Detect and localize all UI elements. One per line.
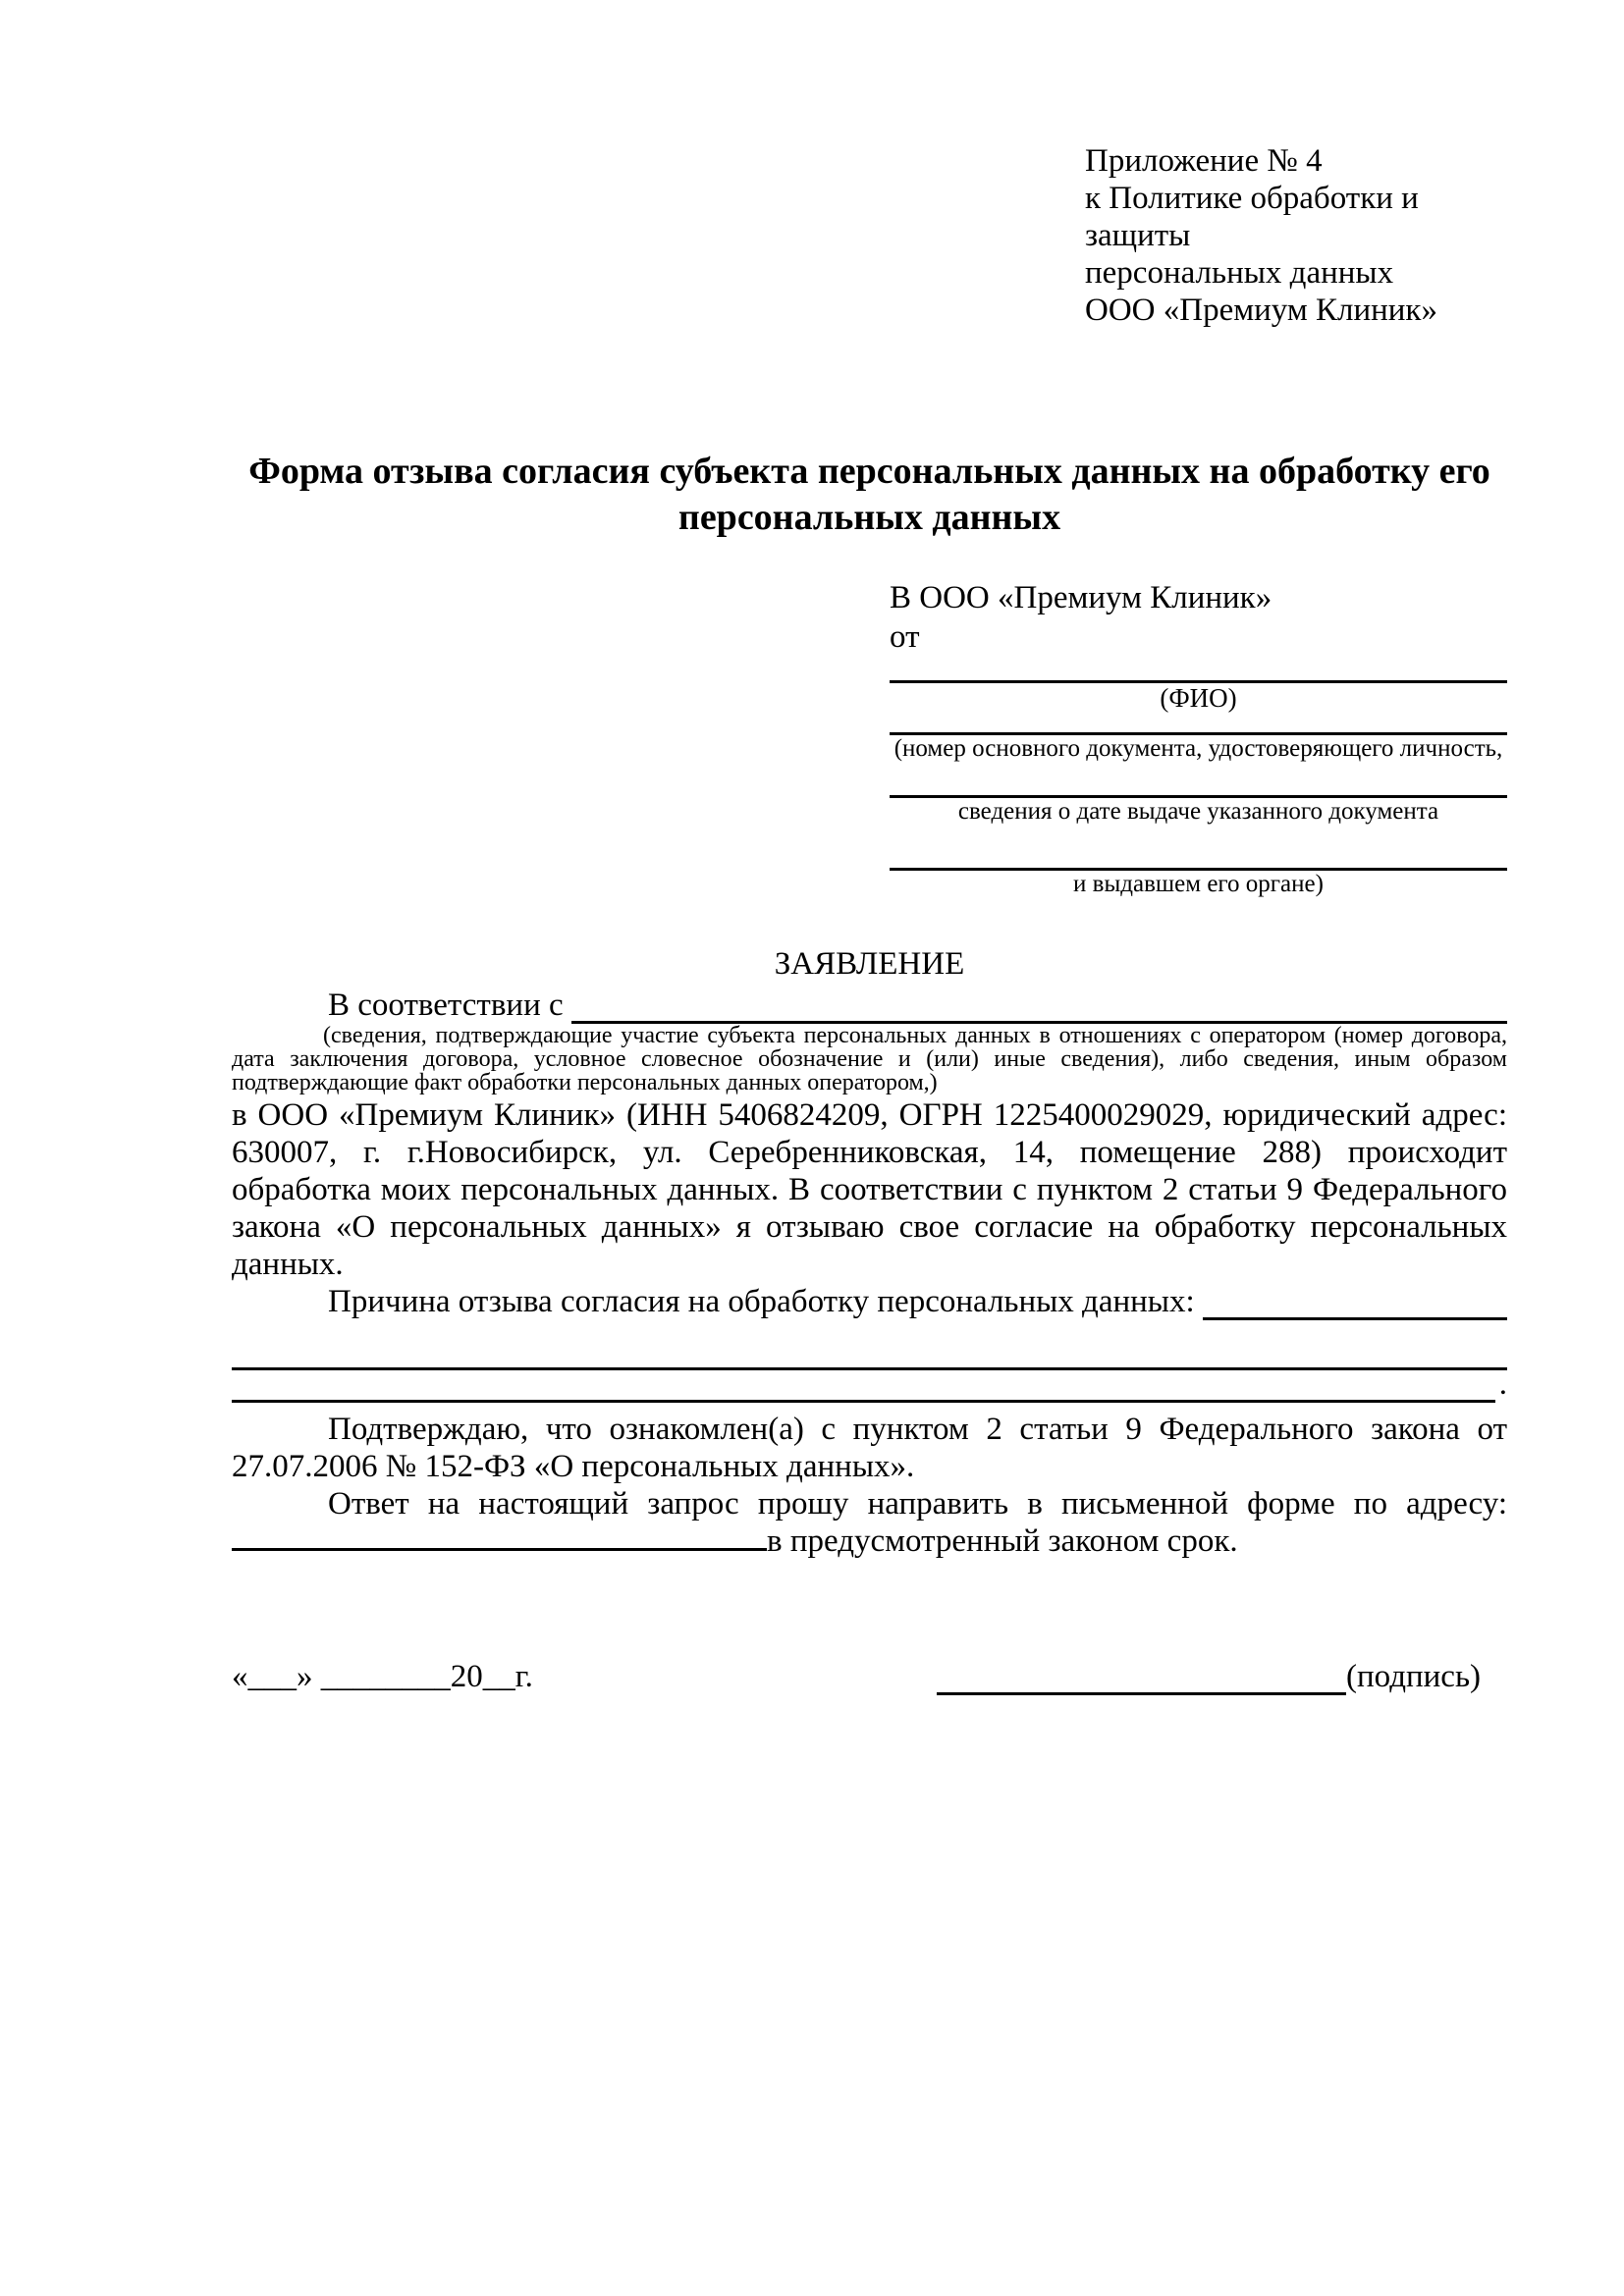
intro-footnote: (сведения, подтверждающие участие субъекта персональных данных в отношениях с оператором (номер договора, дата заключения договора, условное словесное обозначение и (или) иные сведения), либо сведения, иным образом подтверждающие факт обработки персональных данных оператором,) [232, 1023, 1507, 1095]
form-title: Форма отзыва согласия субъекта персональных данных на обработку его персональных данных [248, 451, 1490, 538]
reply-address-line [232, 1522, 1507, 1560]
reply-suffix: в предусмотренный законом срок. [767, 1523, 1238, 1559]
main-paragraph: в ООО «Премиум Клиник» (ИНН 5406824209, ОГРН 1225400029029, юридический адрес: 630007, г. г.Новосибирск, ул. Серебренниковская, 14, помещение 288) происходит обработка моих персональных данных. В соответствии с пунктом 2 статьи 9 Федерального закона «О персональных данных» я отзываю свое согласие на обработку персональных данных. [232, 1097, 1507, 1282]
issuing-authority-label: и выдавшем его органе) [1073, 871, 1324, 897]
appendix-note [1085, 142, 1507, 329]
issue-date-label: сведения о дате выдаче указанного документа [957, 798, 1439, 825]
appendix-line: Приложение № 4 [1085, 143, 1323, 179]
appendix-line: к Политике обработки и защиты [1085, 181, 1419, 253]
reason-line [232, 1283, 1507, 1320]
reply-address-paragraph: Ответ на настоящий запрос прошу направить в письменной форме по адресу: [328, 1486, 1507, 1522]
confirmation-paragraph: Подтверждаю, что ознакомлен(а) с пунктом 2 статьи 9 Федерального закона от 27.07.2006 № 152-ФЗ «О персональных данных». [232, 1412, 1507, 1484]
doc-number-label: (номер основного документа, удостоверяющего личность, [893, 735, 1503, 762]
signature-row [232, 1658, 1507, 1695]
intro-line [232, 987, 1507, 1024]
addressee-block [890, 578, 1507, 898]
reason-label: Причина отзыва согласия на обработку персональных данных: [328, 1284, 1195, 1319]
date-line: «___» ________20__г. [232, 1659, 533, 1694]
intro-prefix: В соответствии с [328, 988, 564, 1023]
appendix-line: ООО «Премиум Клиник» [1085, 293, 1437, 328]
reason-blank-line-fill [232, 1370, 1495, 1403]
reply-address-blank-line [232, 1548, 767, 1551]
signature-blank-line [937, 1692, 1346, 1695]
addressee-company: В ООО «Премиум Клиник» [890, 580, 1272, 615]
signature-group [937, 1658, 1481, 1695]
reason-continuation-blank-line [232, 1366, 1507, 1403]
reason-blank-line [1203, 1317, 1507, 1320]
addressee-from: от [890, 619, 920, 655]
reason-continuation-blank-line [232, 1332, 1507, 1370]
signature-label: (подпись) [1346, 1659, 1481, 1694]
fio-label: (ФИО) [1160, 683, 1237, 713]
appendix-line: персональных данных [1085, 255, 1394, 291]
statement-heading: ЗАЯВЛЕНИЕ [774, 946, 965, 982]
blank-line-terminator: . [1498, 1366, 1507, 1402]
